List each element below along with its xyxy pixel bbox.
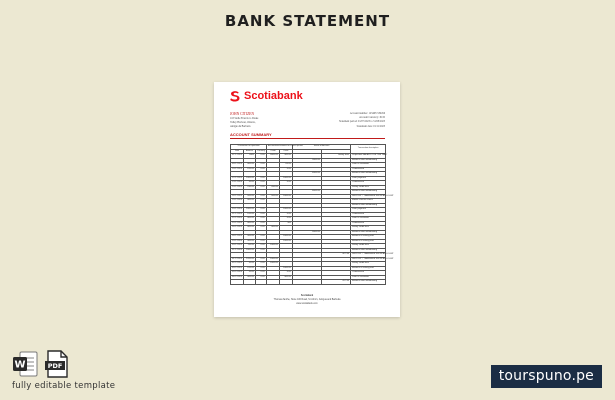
transactions-table-body	[231, 154, 394, 285]
group-header: Accumulated amount for current period	[268, 145, 303, 147]
table-cell: 10.00	[244, 262, 256, 267]
group-header: Status of Account	[293, 145, 351, 150]
table-cell: 21-1-2023	[232, 212, 242, 215]
table-cell: DEPOSIT - TRANSFER FROM ACCOUNT	[352, 257, 394, 260]
footer-website: www.scotiabank.com	[296, 302, 318, 305]
svg-text:PDF: PDF	[47, 362, 63, 370]
table-cell: 1000.00	[244, 208, 256, 213]
table-cell: 1000.00	[280, 208, 293, 213]
table-cell: XCD	[256, 217, 267, 222]
table-cell: 31-1-2023	[232, 248, 242, 251]
table-cell: 12-1-2023	[232, 176, 242, 179]
table-cell: XCD	[256, 194, 267, 199]
editable-template-caption: fully editable template	[12, 381, 116, 391]
table-cell: 400.00	[244, 221, 256, 226]
table-cell: 8000.00	[293, 190, 322, 195]
table-cell: XCD	[256, 221, 267, 226]
column-header: Currency	[257, 149, 266, 152]
table-cell: DEPOSIT - TRANSFER FROM ACCOUNT	[352, 253, 394, 255]
table-cell: XCD	[256, 199, 267, 204]
table-cell: Commission	[351, 221, 386, 226]
table-cell: XCD	[256, 167, 267, 172]
table-cell: Balance after withdrawing	[351, 190, 386, 195]
table-cell: 400.00	[244, 163, 256, 168]
table-cell: Balance of salary paid	[351, 239, 386, 244]
word-icon	[12, 350, 38, 378]
brand-watermark[interactable]: tourspuno.pe	[491, 365, 602, 388]
table-cell: Commission	[351, 167, 386, 172]
table-cell: 26-1-2023	[232, 226, 242, 228]
table-cell: XCD	[256, 235, 267, 240]
page-title: BANK STATEMENT	[224, 12, 391, 30]
table-cell: Loan to customer	[351, 163, 386, 168]
file-format-icons	[12, 350, 70, 378]
table-cell: Salary fees	[322, 154, 351, 159]
table-cell: 5.00	[280, 181, 293, 186]
footer-address: Thomas Zanthe, Store 100 Road, St John's, Antigua and Barbuda	[273, 298, 341, 301]
table-cell: Balance after withdrawing	[351, 172, 386, 177]
table-cell: 16-1-2023	[232, 194, 242, 197]
table-cell: 10.00	[244, 181, 256, 186]
table-cell: XCD	[256, 208, 267, 213]
table-cell: XCD	[256, 154, 267, 159]
account-info-block	[305, 112, 385, 129]
table-cell: Mobile checkin check	[351, 199, 386, 204]
table-cell: Balance after withdrawing	[351, 230, 386, 235]
table-cell: Balance after withdrawing	[351, 248, 386, 253]
table-cell: Loan payment	[351, 176, 386, 181]
table-cell: 14-1-2023	[232, 185, 242, 188]
table-cell: 400.00	[267, 226, 280, 231]
table-cell: 1000.00	[280, 176, 293, 181]
footer-bank-name: Scotiabank	[300, 295, 314, 297]
table-cell: 28-1-2023	[232, 235, 242, 237]
table-cell: Balance of salary paid	[351, 266, 386, 271]
table-cell: XCD	[256, 262, 267, 267]
table-cell: 07-1-2023	[232, 154, 242, 156]
table-cell: Commission	[351, 271, 386, 276]
account-summary-title: ACCOUNT SUMMARY	[230, 132, 272, 137]
table-cell: 5000	[244, 154, 256, 159]
document-footer	[214, 295, 400, 306]
table-cell: Loan payment	[351, 208, 386, 213]
table-cell: 22-1-2023	[232, 217, 242, 219]
table-cell: 1000.00	[280, 266, 293, 271]
table-cell: 20-1-2023	[232, 208, 242, 210]
table-cell: 06-2-2023	[232, 275, 242, 278]
table-cell: XCD	[256, 257, 267, 262]
transactions-table	[230, 144, 394, 285]
customer-name: JOHN CITIZEN	[230, 112, 255, 116]
table-cell: XCD	[256, 271, 267, 276]
summary-divider	[230, 138, 385, 139]
table-cell: 457.98	[322, 280, 351, 285]
table-cell: 1000.00	[280, 194, 293, 199]
table-cell: XCD	[256, 244, 267, 249]
column-header: Debit	[280, 149, 293, 154]
table-cell: 05-2-2023	[232, 271, 242, 273]
table-cell: 5.00	[280, 217, 293, 222]
table-cell: Loan to customer	[351, 275, 386, 280]
table-cell: Loan to customer	[351, 217, 386, 222]
table-cell: Deposited SALARY FOR THE PART	[352, 154, 388, 156]
account-currency: Account Currency: XCD	[359, 116, 385, 120]
table-cell: 400.00	[244, 275, 256, 280]
table-cell: 400.00	[244, 217, 256, 222]
table-row	[231, 280, 386, 285]
table-cell: XCD	[256, 176, 267, 181]
table-cell: 500.00	[280, 275, 293, 280]
table-cell: 450.00	[267, 185, 280, 190]
table-cell: XCD	[256, 239, 267, 244]
table-cell: 5000.00	[267, 154, 280, 159]
table-cell: 5.00	[280, 212, 293, 217]
table-cell: XCD	[256, 266, 267, 271]
table-cell: 1000.00	[267, 244, 280, 249]
address-line: 118 Stelle Francis to Drake	[230, 117, 259, 120]
table-cell: 500.00	[244, 194, 256, 199]
table-cell: 10.00	[244, 271, 256, 276]
group-header: Transaction for operation	[231, 145, 267, 150]
table-cell	[244, 280, 256, 285]
column-header: Credit	[267, 149, 280, 154]
table-cell: 4000.00	[293, 172, 322, 177]
table-cell: 10-1-2023	[232, 167, 242, 170]
table-cell: 09-1-2023	[232, 163, 242, 165]
table-cell: 1000.00	[244, 248, 256, 253]
table-cell: 300.00	[244, 235, 256, 240]
scotiabank-s-logo-icon	[229, 90, 241, 102]
table-cell: 65.00	[280, 163, 293, 168]
table-cell: 100.00	[244, 266, 256, 271]
table-cell: 407.98	[322, 253, 351, 258]
bank-logo	[229, 90, 303, 102]
table-cell: 500	[280, 221, 293, 226]
table-cell: Balance after withdrawing	[351, 203, 386, 208]
table-cell: 5000.00	[293, 230, 322, 235]
column-header: Date	[231, 149, 244, 154]
table-cell: 100.00	[244, 167, 256, 172]
table-cell: Salary credit fees	[351, 185, 386, 190]
statement-document-preview[interactable]	[214, 82, 400, 317]
table-cell: 03-2-2023	[232, 266, 242, 269]
table-cell: 3000.00	[293, 158, 322, 163]
table-cell: Salary credit fees	[351, 226, 386, 231]
table-cell: 110.00	[244, 244, 256, 249]
table-cell: XCD	[256, 226, 267, 231]
table-cell: 1000.00	[280, 239, 293, 244]
table-cell	[231, 280, 244, 285]
table-cell	[256, 280, 267, 285]
table-cell: 30-1-2023	[232, 244, 242, 246]
table-cell: 500.00	[267, 194, 280, 199]
bank-logo-text: Scotiabank	[244, 90, 303, 102]
address-line: Antigua & Barbuda	[230, 125, 251, 129]
table-cell: 1200.00	[244, 257, 256, 262]
table-cell: 1000.00	[267, 257, 280, 262]
table-cell: 19-1-2023	[232, 199, 242, 201]
table-cell: XCD	[256, 181, 267, 186]
table-cell: 400.00	[244, 226, 256, 231]
pdf-icon	[44, 350, 70, 378]
table-cell: XCD	[256, 212, 267, 217]
table-cell: 5.00	[280, 167, 293, 172]
table-cell: 500.00	[280, 154, 293, 159]
account-number: Account number: 1234657-89456	[349, 112, 385, 115]
address-line: Valley Harbour, Ontario,	[230, 121, 256, 125]
statement-period: Statement period: 01/07/2023 to 31/08/2023	[339, 120, 385, 124]
table-cell: Salary credit fees	[351, 244, 386, 249]
table-cell: Balance of salary paid	[351, 235, 386, 240]
table-cell: 13-1-2023	[232, 181, 242, 183]
table-cell: Balance after withdrawing	[351, 158, 386, 163]
table-cell: 1000.00	[244, 176, 256, 181]
customer-address-block	[230, 112, 300, 130]
table-cell: DEPOSIT - TRANSFER FROM ACCOUNT	[352, 194, 394, 197]
table-cell: Balance after withdrawing	[351, 280, 386, 285]
table-cell: Salary credit fees	[351, 262, 386, 267]
table-cell: XCD	[256, 163, 267, 168]
table-cell: Commission	[351, 212, 386, 217]
table-cell: 1000.00	[280, 235, 293, 240]
table-cell: 5.00	[280, 271, 293, 276]
table-cell: 100.00	[244, 212, 256, 217]
table-cell	[293, 280, 322, 285]
table-cell	[267, 280, 280, 285]
table-cell: Commission	[351, 181, 386, 186]
table-cell: 250.00	[244, 185, 256, 190]
table-cell: XCD	[256, 185, 267, 190]
table-cell	[280, 280, 293, 285]
group-header: Transaction description	[351, 145, 386, 154]
table-cell: 01-2-2023	[232, 257, 242, 260]
table-cell: 25-1-2023	[232, 221, 242, 224]
table-cell: 29-1-2023	[232, 239, 242, 242]
table-cell: 1000.00	[267, 262, 280, 267]
column-header: Amount	[244, 149, 256, 154]
statement-date: Statement date: 01/11/2023	[356, 124, 385, 128]
svg-text:W: W	[14, 359, 26, 371]
table-cell: 02-2-2023	[232, 262, 242, 264]
table-cell: XCD	[256, 275, 267, 280]
table-cell: 400.00	[244, 199, 256, 204]
table-cell: XCD	[256, 248, 267, 253]
table-cell: 300.00	[244, 239, 256, 244]
